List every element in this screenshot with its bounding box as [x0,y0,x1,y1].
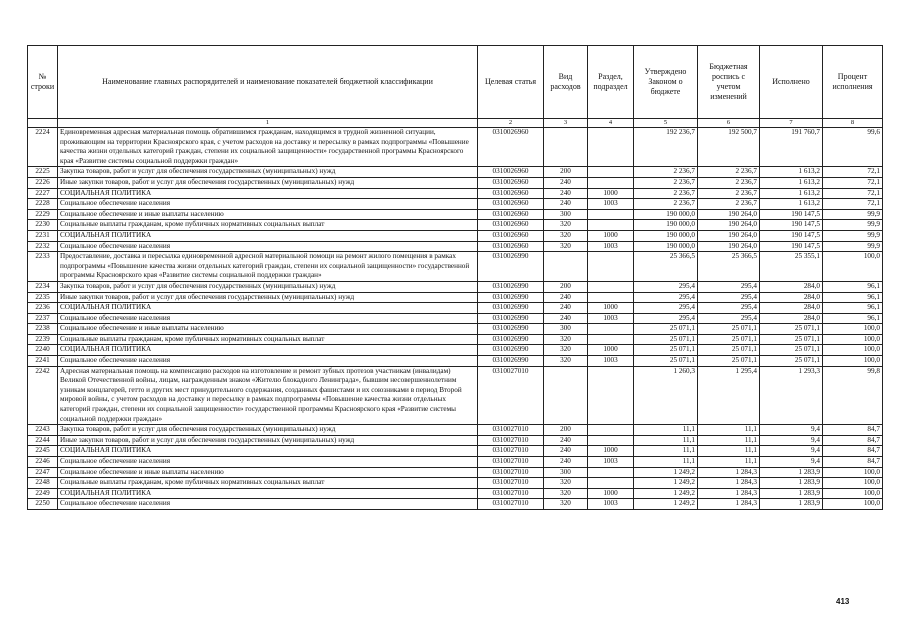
schedule-amount: 11,1 [698,435,760,446]
row-number: 2248 [28,478,58,489]
section-subsection [588,467,634,478]
section-subsection: 1003 [588,457,634,468]
section-subsection: 1003 [588,499,634,510]
schedule-amount: 2 236,7 [698,167,760,178]
table-row [28,230,883,241]
row-name: Социальное обеспечение и иные выплаты населению [58,209,478,220]
budget-table [27,45,883,510]
execution-percent: 84,7 [823,435,883,446]
row-name: СОЦИАЛЬНАЯ ПОЛИТИКА [58,446,478,457]
schedule-amount: 295,4 [698,303,760,314]
expense-type: 240 [544,177,588,188]
row-number: 2243 [28,425,58,436]
section-subsection [588,334,634,345]
page-number: 413 [836,597,850,606]
executed-amount: 1 283,9 [760,488,823,499]
section-subsection: 1003 [588,313,634,324]
expense-type: 240 [544,303,588,314]
row-name: Социальное обеспечение населения [58,199,478,210]
target-article: 0310027010 [478,478,544,489]
schedule-amount: 25 071,1 [698,356,760,367]
schedule-amount: 190 264,0 [698,220,760,231]
execution-percent: 96,1 [823,292,883,303]
target-article: 0310026960 [478,188,544,199]
expense-type: 240 [544,435,588,446]
row-name: Социальное обеспечение населения [58,356,478,367]
column-number: 5 [634,119,698,128]
table-row [28,241,883,252]
execution-percent: 84,7 [823,446,883,457]
header-row [28,46,883,119]
expense-type: 300 [544,467,588,478]
approved-amount: 2 236,7 [634,167,698,178]
approved-amount: 11,1 [634,435,698,446]
expense-type: 240 [544,457,588,468]
table-body [28,128,883,510]
executed-amount: 9,4 [760,435,823,446]
target-article: 0310026990 [478,252,544,282]
section-subsection: 1000 [588,303,634,314]
section-subsection [588,324,634,335]
table-row [28,425,883,436]
expense-type: 320 [544,499,588,510]
executed-amount: 25 071,1 [760,324,823,335]
section-subsection [588,167,634,178]
column-number: 6 [698,119,760,128]
section-subsection [588,220,634,231]
section-subsection [588,281,634,292]
schedule-amount: 192 500,7 [698,128,760,167]
table-row [28,188,883,199]
section-subsection: 1000 [588,345,634,356]
section-subsection: 1000 [588,230,634,241]
execution-percent: 99,9 [823,230,883,241]
section-subsection: 1003 [588,199,634,210]
schedule-amount: 2 236,7 [698,188,760,199]
section-subsection: 1003 [588,241,634,252]
expense-type [544,252,588,282]
target-article: 0310026990 [478,303,544,314]
row-name: Социальное обеспечение и иные выплаты населению [58,324,478,335]
target-article: 0310026990 [478,313,544,324]
executed-amount: 9,4 [760,446,823,457]
execution-percent: 100,0 [823,252,883,282]
approved-amount: 1 249,2 [634,488,698,499]
expense-type: 240 [544,313,588,324]
column-number: 3 [544,119,588,128]
approved-amount: 295,4 [634,303,698,314]
executed-amount: 191 760,7 [760,128,823,167]
expense-type: 200 [544,281,588,292]
row-name: СОЦИАЛЬНАЯ ПОЛИТИКА [58,488,478,499]
expense-type [544,128,588,167]
schedule-amount: 25 071,1 [698,324,760,335]
executed-amount: 25 355,1 [760,252,823,282]
expense-type: 300 [544,209,588,220]
approved-amount: 192 236,7 [634,128,698,167]
target-article: 0310027010 [478,366,544,425]
schedule-amount: 11,1 [698,457,760,468]
expense-type: 320 [544,356,588,367]
row-number: 2249 [28,488,58,499]
execution-percent: 100,0 [823,345,883,356]
executed-amount: 190 147,5 [760,209,823,220]
schedule-amount: 1 295,4 [698,366,760,425]
execution-percent: 84,7 [823,457,883,468]
expense-type: 320 [544,345,588,356]
execution-percent: 72,1 [823,199,883,210]
schedule-amount: 25 071,1 [698,345,760,356]
column-number: 7 [760,119,823,128]
execution-percent: 72,1 [823,167,883,178]
schedule-amount: 11,1 [698,425,760,436]
row-name: Закупка товаров, работ и услуг для обеспечения государственных (муниципальных) нужд [58,167,478,178]
execution-percent: 96,1 [823,313,883,324]
section-subsection: 1000 [588,188,634,199]
execution-percent: 84,7 [823,425,883,436]
execution-percent: 100,0 [823,467,883,478]
row-name: Социальное обеспечение населения [58,457,478,468]
column-number: 2 [478,119,544,128]
target-article: 0310026960 [478,220,544,231]
section-subsection [588,209,634,220]
target-article: 0310026960 [478,177,544,188]
column-number: 4 [588,119,634,128]
approved-amount: 11,1 [634,446,698,457]
expense-type: 320 [544,241,588,252]
header-schedule: Бюджетная роспись с учетом изменений [698,46,760,119]
executed-amount: 1 613,2 [760,199,823,210]
executed-amount: 190 147,5 [760,241,823,252]
row-name: Социальные выплаты гражданам, кроме публичных нормативных социальных выплат [58,220,478,231]
section-subsection [588,292,634,303]
schedule-amount: 190 264,0 [698,230,760,241]
execution-percent: 99,9 [823,241,883,252]
row-number: 2250 [28,499,58,510]
row-number: 2235 [28,292,58,303]
executed-amount: 25 071,1 [760,356,823,367]
table-row [28,345,883,356]
row-name: СОЦИАЛЬНАЯ ПОЛИТИКА [58,345,478,356]
executed-amount: 1 613,2 [760,177,823,188]
row-name: Иные закупки товаров, работ и услуг для обеспечения государственных (муниципальных) нужд [58,435,478,446]
expense-type: 320 [544,478,588,489]
expense-type: 240 [544,446,588,457]
executed-amount: 190 147,5 [760,220,823,231]
row-number: 2239 [28,334,58,345]
executed-amount: 1 283,9 [760,499,823,510]
row-name: Единовременная адресная материальная помощь обратившимся гражданам, находящимся в трудной жизненной ситуации, проживающим на территории Красноярского края, с учетом расходов на доставку и пересылку в рамках подпрограммы «Повышение качества жизни отдельных категорий граждан, степени их социальной защищенности» государственной программы Красноярского края «Развитие системы социальной поддержки граждан» [58,128,478,167]
header-executed: Исполнено [760,46,823,119]
approved-amount: 25 071,1 [634,345,698,356]
executed-amount: 284,0 [760,303,823,314]
schedule-amount: 1 284,3 [698,488,760,499]
executed-amount: 1 613,2 [760,167,823,178]
row-number: 2244 [28,435,58,446]
expense-type: 320 [544,488,588,499]
table-row [28,467,883,478]
approved-amount: 190 000,0 [634,241,698,252]
executed-amount: 9,4 [760,457,823,468]
target-article: 0310026960 [478,128,544,167]
executed-amount: 1 293,3 [760,366,823,425]
expense-type: 240 [544,199,588,210]
table-row [28,457,883,468]
target-article: 0310027010 [478,488,544,499]
target-article: 0310027010 [478,457,544,468]
target-article: 0310026990 [478,324,544,335]
header-row-no: № строки [28,46,58,119]
row-number: 2225 [28,167,58,178]
executed-amount: 190 147,5 [760,230,823,241]
row-name: Предоставление, доставка и пересылка единовременной адресной материальной помощи на ремонт жилого помещения в рамках подпрограммы «Повышение качества жизни отдельных категорий граждан, степени их социальной защищенности» государственной программы Красноярского края «Развитие системы социальной поддержки граждан» [58,252,478,282]
table-row [28,334,883,345]
executed-amount: 284,0 [760,281,823,292]
target-article: 0310027010 [478,425,544,436]
table-row [28,252,883,282]
target-article: 0310026960 [478,199,544,210]
section-subsection [588,252,634,282]
row-number: 2247 [28,467,58,478]
table-row [28,313,883,324]
row-number: 2246 [28,457,58,468]
table-row [28,220,883,231]
row-number: 2245 [28,446,58,457]
row-number: 2229 [28,209,58,220]
row-number: 2237 [28,313,58,324]
column-number [28,119,58,128]
target-article: 0310027010 [478,435,544,446]
table-row [28,324,883,335]
table-row [28,177,883,188]
row-number: 2228 [28,199,58,210]
column-number: 8 [823,119,883,128]
row-number: 2230 [28,220,58,231]
column-numbers-row [28,119,883,128]
table-row [28,478,883,489]
schedule-amount: 1 284,3 [698,499,760,510]
row-name: Адресная материальная помощь на компенсацию расходов на изготовление и ремонт зубных протезов участникам (инвалидам) Великой Отечественной войны, лицам, награжденным знаком «Жителю блокадного Ленинграда», бывшим несовершеннолетним узникам концлагерей, гетто и других мест принудительного содержания, созданных фашистами и их союзниками в период Второй мировой войны, с учетом расходов на доставку и пересылку в рамках подпрограммы «Повышение качества жизни отдельных категорий граждан, степени их социальной защищенности» государственной программы Красноярского края «Развитие системы социальной поддержки граждан» [58,366,478,425]
row-name: Закупка товаров, работ и услуг для обеспечения государственных (муниципальных) нужд [58,425,478,436]
section-subsection: 1003 [588,356,634,367]
row-name: СОЦИАЛЬНАЯ ПОЛИТИКА [58,230,478,241]
row-name: СОЦИАЛЬНАЯ ПОЛИТИКА [58,188,478,199]
row-name: Социальное обеспечение населения [58,241,478,252]
approved-amount: 2 236,7 [634,177,698,188]
row-number: 2233 [28,252,58,282]
execution-percent: 100,0 [823,488,883,499]
execution-percent: 99,9 [823,220,883,231]
executed-amount: 1 613,2 [760,188,823,199]
execution-percent: 99,8 [823,366,883,425]
section-subsection [588,435,634,446]
row-number: 2241 [28,356,58,367]
executed-amount: 284,0 [760,313,823,324]
row-number: 2234 [28,281,58,292]
expense-type: 200 [544,167,588,178]
executed-amount: 25 071,1 [760,334,823,345]
expense-type: 240 [544,292,588,303]
row-number: 2240 [28,345,58,356]
schedule-amount: 295,4 [698,281,760,292]
schedule-amount: 190 264,0 [698,209,760,220]
expense-type: 300 [544,324,588,335]
expense-type: 240 [544,188,588,199]
table-row [28,128,883,167]
approved-amount: 1 260,3 [634,366,698,425]
section-subsection: 1000 [588,488,634,499]
executed-amount: 1 283,9 [760,478,823,489]
execution-percent: 72,1 [823,177,883,188]
schedule-amount: 1 284,3 [698,467,760,478]
schedule-amount: 295,4 [698,313,760,324]
approved-amount: 25 366,5 [634,252,698,282]
target-article: 0310026960 [478,241,544,252]
execution-percent: 99,9 [823,209,883,220]
row-name: СОЦИАЛЬНАЯ ПОЛИТИКА [58,303,478,314]
row-name: Иные закупки товаров, работ и услуг для обеспечения государственных (муниципальных) нужд [58,177,478,188]
target-article: 0310027010 [478,499,544,510]
schedule-amount: 295,4 [698,292,760,303]
approved-amount: 1 249,2 [634,478,698,489]
approved-amount: 11,1 [634,457,698,468]
execution-percent: 100,0 [823,499,883,510]
target-article: 0310027010 [478,446,544,457]
approved-amount: 190 000,0 [634,209,698,220]
row-number: 2224 [28,128,58,167]
column-number: 1 [58,119,478,128]
approved-amount: 190 000,0 [634,230,698,241]
table-row [28,356,883,367]
target-article: 0310027010 [478,467,544,478]
schedule-amount: 190 264,0 [698,241,760,252]
schedule-amount: 11,1 [698,446,760,457]
approved-amount: 1 249,2 [634,467,698,478]
section-subsection [588,128,634,167]
header-type: Вид расходов [544,46,588,119]
executed-amount: 284,0 [760,292,823,303]
approved-amount: 11,1 [634,425,698,436]
section-subsection [588,177,634,188]
execution-percent: 96,1 [823,281,883,292]
table-row [28,209,883,220]
row-number: 2231 [28,230,58,241]
execution-percent: 100,0 [823,324,883,335]
row-number: 2242 [28,366,58,425]
header-target: Целевая статья [478,46,544,119]
schedule-amount: 2 236,7 [698,177,760,188]
target-article: 0310026990 [478,334,544,345]
approved-amount: 2 236,7 [634,188,698,199]
approved-amount: 295,4 [634,313,698,324]
header-name: Наименование главных распорядителей и наименование показателей бюджетной классификации [58,46,478,119]
header-approved: Утверждено Законом о бюджете [634,46,698,119]
table-row [28,435,883,446]
table-row [28,167,883,178]
section-subsection [588,425,634,436]
approved-amount: 190 000,0 [634,220,698,231]
execution-percent: 72,1 [823,188,883,199]
row-name: Социальные выплаты гражданам, кроме публичных нормативных социальных выплат [58,478,478,489]
table-row [28,281,883,292]
executed-amount: 25 071,1 [760,345,823,356]
expense-type [544,366,588,425]
approved-amount: 295,4 [634,292,698,303]
executed-amount: 1 283,9 [760,467,823,478]
header-percent: Процент исполнения [823,46,883,119]
table-row [28,446,883,457]
expense-type: 320 [544,220,588,231]
table-row [28,499,883,510]
approved-amount: 25 071,1 [634,356,698,367]
execution-percent: 99,6 [823,128,883,167]
approved-amount: 2 236,7 [634,199,698,210]
approved-amount: 1 249,2 [634,499,698,510]
execution-percent: 100,0 [823,334,883,345]
table-row [28,488,883,499]
expense-type: 320 [544,334,588,345]
header-section: Раздел, подраздел [588,46,634,119]
target-article: 0310026990 [478,281,544,292]
schedule-amount: 25 071,1 [698,334,760,345]
row-number: 2226 [28,177,58,188]
schedule-amount: 2 236,7 [698,199,760,210]
approved-amount: 295,4 [634,281,698,292]
section-subsection [588,478,634,489]
execution-percent: 100,0 [823,356,883,367]
schedule-amount: 25 366,5 [698,252,760,282]
section-subsection [588,366,634,425]
row-name: Социальное обеспечение населения [58,499,478,510]
section-subsection: 1000 [588,446,634,457]
row-name: Социальное обеспечение населения [58,313,478,324]
target-article: 0310026990 [478,356,544,367]
target-article: 0310026990 [478,292,544,303]
row-number: 2238 [28,324,58,335]
row-name: Социальные выплаты гражданам, кроме публичных нормативных социальных выплат [58,334,478,345]
table-row [28,199,883,210]
execution-percent: 100,0 [823,478,883,489]
row-number: 2232 [28,241,58,252]
approved-amount: 25 071,1 [634,324,698,335]
target-article: 0310026960 [478,209,544,220]
table-row [28,366,883,425]
expense-type: 200 [544,425,588,436]
expense-type: 320 [544,230,588,241]
target-article: 0310026960 [478,230,544,241]
executed-amount: 9,4 [760,425,823,436]
row-number: 2236 [28,303,58,314]
table-row [28,303,883,314]
target-article: 0310026960 [478,167,544,178]
row-number: 2227 [28,188,58,199]
row-name: Закупка товаров, работ и услуг для обеспечения государственных (муниципальных) нужд [58,281,478,292]
row-name: Иные закупки товаров, работ и услуг для обеспечения государственных (муниципальных) нужд [58,292,478,303]
target-article: 0310026990 [478,345,544,356]
row-name: Социальное обеспечение и иные выплаты населению [58,467,478,478]
approved-amount: 25 071,1 [634,334,698,345]
execution-percent: 96,1 [823,303,883,314]
schedule-amount: 1 284,3 [698,478,760,489]
table-row [28,292,883,303]
